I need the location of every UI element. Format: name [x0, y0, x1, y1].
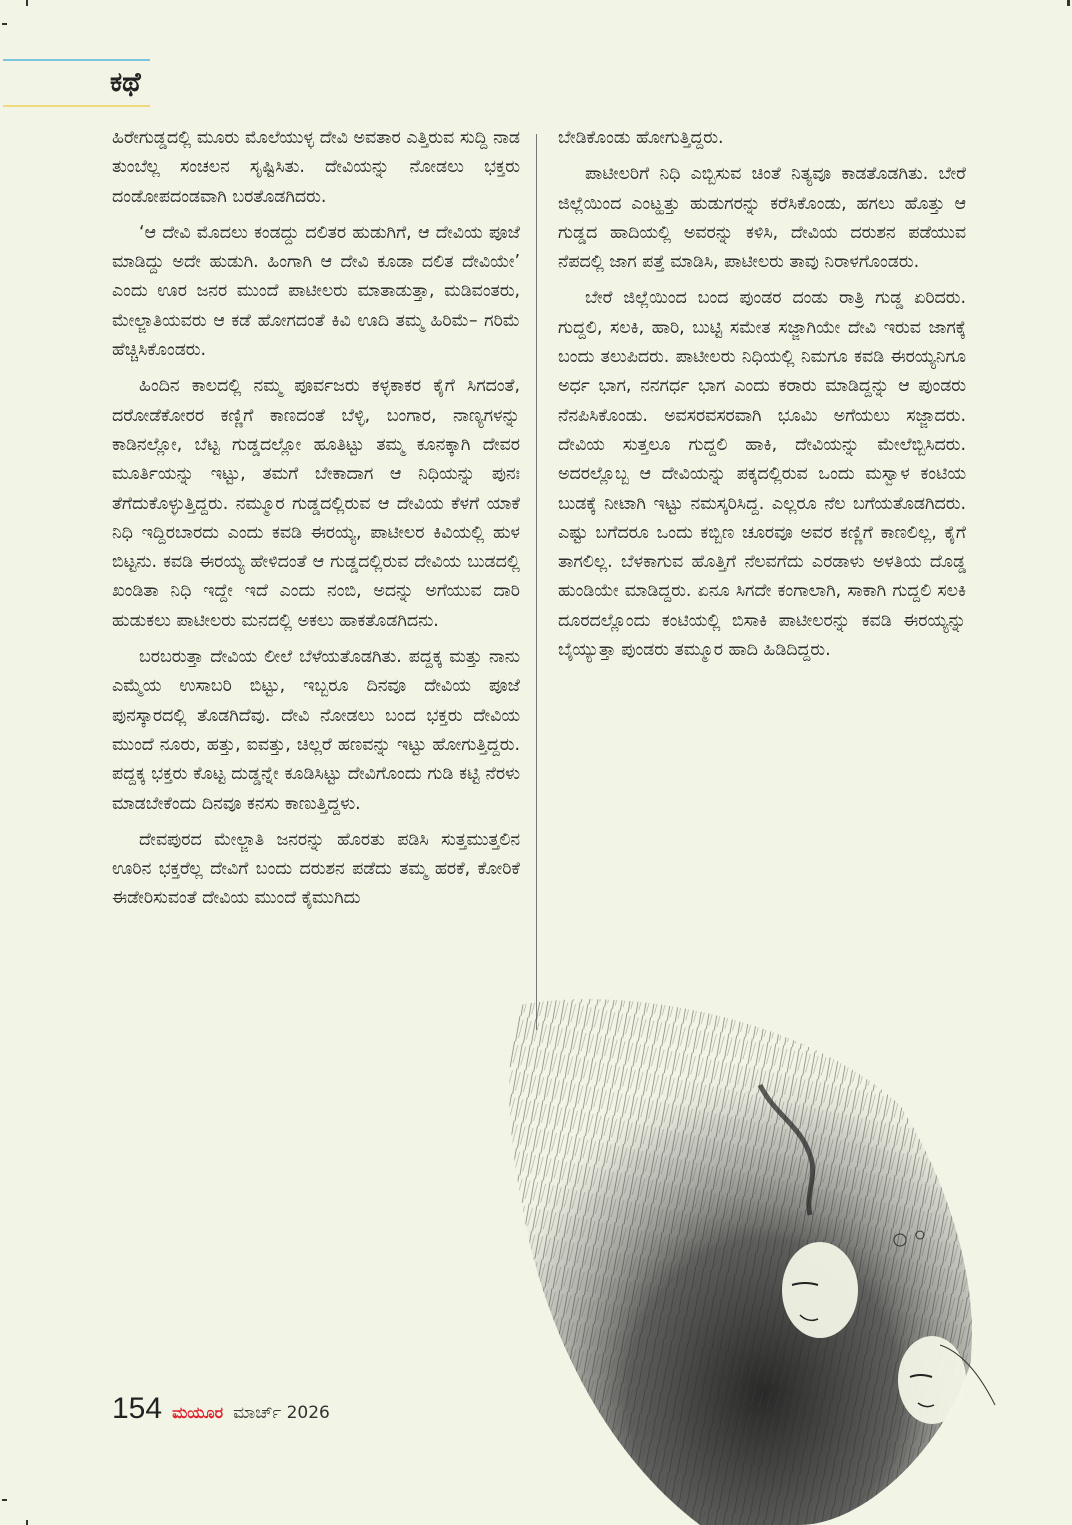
- paragraph: ‘ಆ ದೇವಿ ಮೊದಲು ಕಂಡದ್ದು ದಲಿತರ ಹುಡುಗಿಗೆ, ಆ ದೇವಿಯ ಪೂಜೆ ಮಾಡಿದ್ದು ಅದೇ ಹುಡುಗಿ. ಹಿಂಗಾಗಿ ಆ ದೇವಿ ಕೂಡಾ ದಲಿತ ದೇವಿಯೇ’ ಎಂದು ಊರ ಜನರ ಮುಂದೆ ಪಾಟೀಲರು ಮಾತಾಡುತ್ತಾ, ಮಡಿವಂತರು, ಮೇಲ್ಜಾತಿಯವರು ಆ ಕಡೆ ಹೋಗದಂತೆ ಕಿವಿ ಊದಿ ತಮ್ಮ ಹಿರಿಮೆ– ಗರಿಮೆ ಹೆಚ್ಚಿಸಿಕೊಂಡರು.: [112, 222, 520, 361]
- magazine-logo: ಮಯೂರ: [172, 1403, 224, 1422]
- figure-face-woman: [782, 1242, 858, 1338]
- article-column-left: [112, 124, 520, 921]
- page-footer: [112, 1392, 330, 1432]
- crop-mark: [1067, 0, 1070, 6]
- paragraph: ಪಾಟೀಲರಿಗೆ ನಿಧಿ ಎಬ್ಬಿಸುವ ಚಿಂತೆ ನಿತ್ಯವೂ ಕಾಡತೊಡಗಿತು. ಬೇರೆ ಜಿಲ್ಲೆಯಿಂದ ಎಂಟ್ಹತ್ತು ಹುಡುಗರನ್ನು ಕರೆಸಿಕೊಂಡು, ಹಗಲು ಹೊತ್ತು ಆ ಗುಡ್ಡದ ಹಾದಿಯಲ್ಲಿ ಅವರನ್ನು ಕಳಿಸಿ, ದೇವಿಯ ದರುಶನ ಪಡೆಯುವ ನೆಪದಲ್ಲಿ ಜಾಗ ಪತ್ತೆ ಮಾಡಿಸಿ, ಪಾಟೀಲರು ತಾವು ನಿರಾಳಗೊಂಡರು.: [558, 164, 966, 273]
- issue-date: ಮಾರ್ಚ್ 2026: [233, 1403, 330, 1423]
- story-illustration: [500, 985, 1072, 1525]
- crop-mark: [2, 23, 7, 25]
- figure-face-child: [898, 1336, 966, 1424]
- crop-mark: [26, 1520, 28, 1525]
- paragraph: ಹಿಂದಿನ ಕಾಲದಲ್ಲಿ ನಮ್ಮ ಪೂರ್ವಜರು ಕಳ್ಳಕಾಕರ ಕೈಗೆ ಸಿಗದಂತೆ, ದರೋಡೆಕೋರರ ಕಣ್ಣಿಗೆ ಕಾಣದಂತೆ ಬೆಳ್ಳಿ, ಬಂಗಾರ, ನಾಣ್ಯಗಳನ್ನು ಕಾಡಿನಲ್ಲೋ, ಬೆಟ್ಟ ಗುಡ್ಡದಲ್ಲೋ ಹೂತಿಟ್ಟು ತಮ್ಮ ಕೂನಕ್ಕಾಗಿ ದೇವರ ಮೂರ್ತಿಯನ್ನು ಇಟ್ಟು, ತಮಗೆ ಬೇಕಾದಾಗ ಆ ನಿಧಿಯನ್ನು ಪುನಃ ತೆಗೆದುಕೊಳ್ಳುತ್ತಿದ್ದರು. ನಮ್ಮೂರ ಗುಡ್ಡದಲ್ಲಿರುವ ಆ ದೇವಿಯ ಕೆಳಗೆ ಯಾಕೆ ನಿಧಿ ಇದ್ದಿರಬಾರದು ಎಂದು ಕವಡಿ ಈರಯ್ಯ, ಪಾಟೀಲರ ಕಿವಿಯಲ್ಲಿ ಹುಳ ಬಿಟ್ಟನು. ಕವಡಿ ಈರಯ್ಯ ಹೇಳಿದಂತೆ ಆ ಗುಡ್ಡದಲ್ಲಿರುವ ದೇವಿಯ ಬುಡದಲ್ಲಿ ಖಂಡಿತಾ ನಿಧಿ ಇದ್ದೇ ಇದೆ ಎಂದು ನಂಬಿ, ಅದನ್ನು ಅಗೆಯುವ ದಾರಿ ಹುಡುಕಲು ಪಾಟೀಲರು ಮನದಲ್ಲಿ ಅಕಲು ಹಾಕತೊಡಗಿದನು.: [112, 376, 520, 631]
- page-number: 154: [112, 1392, 163, 1425]
- paragraph: ದೇವಪುರದ ಮೇಲ್ಜಾತಿ ಜನರನ್ನು ಹೊರತು ಪಡಿಸಿ ಸುತ್ತಮುತ್ತಲಿನ ಊರಿನ ಭಕ್ತರೆಲ್ಲ ದೇವಿಗೆ ಬಂದು ದರುಶನ ಪಡೆದು ತಮ್ಮ ಹರಕೆ, ಕೋರಿಕೆ ಈಡೇರಿಸುವಂತೆ ದೇವಿಯ ಮುಂದೆ ಕೈಮುಗಿದು: [112, 829, 520, 909]
- column-divider: [536, 134, 537, 1030]
- crop-mark: [2, 1499, 7, 1501]
- grass-strokes: [509, 999, 972, 1525]
- crop-mark: [26, 0, 28, 6]
- section-title: ಕಥೆ: [110, 67, 141, 98]
- header-bottom-rule: [3, 105, 150, 107]
- paragraph: ಬೇಡಿಕೊಂಡು ಹೋಗುತ್ತಿದ್ದರು.: [558, 128, 724, 148]
- paragraph: ಬರಬರುತ್ತಾ ದೇವಿಯ ಲೀಲೆ ಬೆಳೆಯತೊಡಗಿತು. ಪದ್ದಕ್ಕ ಮತ್ತು ನಾನು ಎಮ್ಮೆಯ ಉಸಾಬರಿ ಬಿಟ್ಟು, ಇಬ್ಬರೂ ದಿನವೂ ದೇವಿಯ ಪೂಜೆ ಪುನಸ್ಕಾರದಲ್ಲಿ ತೊಡಗಿದೆವು. ದೇವಿ ನೋಡಲು ಬಂದ ಭಕ್ತರು ದೇವಿಯ ಮುಂದೆ ನೂರು, ಹತ್ತು, ಐವತ್ತು, ಚಿಲ್ಲರೆ ಹಣವನ್ನು ಇಟ್ಟು ಹೋಗುತ್ತಿದ್ದರು. ಪದ್ದಕ್ಕ ಭಕ್ತರು ಕೊಟ್ಟ ದುಡ್ಡನ್ನೇ ಕೂಡಿಸಿಟ್ಟು ದೇವಿಗೊಂದು ಗುಡಿ ಕಟ್ಟಿ ನೆರಳು ಮಾಡಬೇಕೆಂದು ದಿನವೂ ಕನಸು ಕಾಣುತ್ತಿದ್ದಳು.: [112, 647, 520, 814]
- paragraph: ಬೇರೆ ಜಿಲ್ಲೆಯಿಂದ ಬಂದ ಪುಂಡರ ದಂಡು ರಾತ್ರಿ ಗುಡ್ಡ ಏರಿದರು. ಗುದ್ದಲಿ, ಸಲಕಿ, ಹಾರಿ, ಬುಟ್ಟಿ ಸಮೇತ ಸಜ್ಜಾಗಿಯೇ ದೇವಿ ಇರುವ ಜಾಗಕ್ಕೆ ಬಂದು ತಲುಪಿದರು. ಪಾಟೀಲರು ನಿಧಿಯಲ್ಲಿ ನಿಮಗೂ ಕವಡಿ ಈರಯ್ಯನಿಗೂ ಅರ್ಧ ಭಾಗ, ನನಗರ್ಧ ಭಾಗ ಎಂದು ಕರಾರು ಮಾಡಿದ್ದನ್ನು ಆ ಪುಂಡರು ನೆನಪಿಸಿಕೊಂಡು. ಅವಸರವಸರವಾಗಿ ಭೂಮಿ ಅಗೆಯಲು ಸಜ್ಜಾದರು. ದೇವಿಯ ಸುತ್ತಲೂ ಗುದ್ದಲಿ ಹಾಕಿ, ದೇವಿಯನ್ನು ಮೇಲೆಬ್ಬಿಸಿದರು. ಅದರಲ್ಲೊಬ್ಬ ಆ ದೇವಿಯನ್ನು ಪಕ್ಕದಲ್ಲಿರುವ ಒಂದು ಮಸ್ವಾಳ ಕಂಟಿಯ ಬುಡಕ್ಕೆ ನೀಟಾಗಿ ಇಟ್ಟು ನಮಸ್ಕರಿಸಿದ್ದ. ಎಲ್ಲರೂ ನೆಲ ಬಗೆಯತೊಡಗಿದರು. ಎಷ್ಟು ಬಗೆದರೂ ಒಂದು ಕಬ್ಬಿಣ ಚೂರವೂ ಅವರ ಕಣ್ಣಿಗೆ ಕಾಣಲಿಲ್ಲ, ಕೈಗೆ ತಾಗಲಿಲ್ಲ. ಬೆಳಕಾಗುವ ಹೊತ್ತಿಗೆ ನೆಲವಗೆದು ಎರಡಾಳು ಅಳತಿಯ ದೊಡ್ಡ ಹುಂಡಿಯೇ ಮಾಡಿದ್ದರು. ಏನೂ ಸಿಗದೇ ಕಂಗಾಲಾಗಿ, ಸಾಕಾಗಿ ಗುದ್ದಲಿ ಸಲಕಿ ದೂರದಲ್ಲೊಂದು ಕಂಟಿಯಲ್ಲಿ ಬಿಸಾಕಿ ಪಾಟೀಲರನ್ನು ಕವಡಿ ಈರಯ್ಯನ್ನು ಬೈಯ್ಯುತ್ತಾ ಪುಂಡರು ತಮ್ಮೂರ ಹಾದಿ ಹಿಡಿದಿದ್ದರು.: [558, 288, 966, 661]
- header-top-rule: [3, 59, 150, 61]
- paragraph: ಹಿರೇಗುಡ್ಡದಲ್ಲಿ ಮೂರು ಮೊಲೆಯುಳ್ಳ ದೇವಿ ಅವತಾರ ಎತ್ತಿರುವ ಸುದ್ದಿ ನಾಡ ತುಂಬೆಲ್ಲ ಸಂಚಲನ ಸೃಷ್ಟಿಸಿತು. ದೇವಿಯನ್ನು ನೋಡಲು ಭಕ್ತರು ದಂಡೋಪದಂಡವಾಗಿ ಬರತೊಡಗಿದರು.: [112, 128, 520, 207]
- article-column-right: [558, 124, 966, 672]
